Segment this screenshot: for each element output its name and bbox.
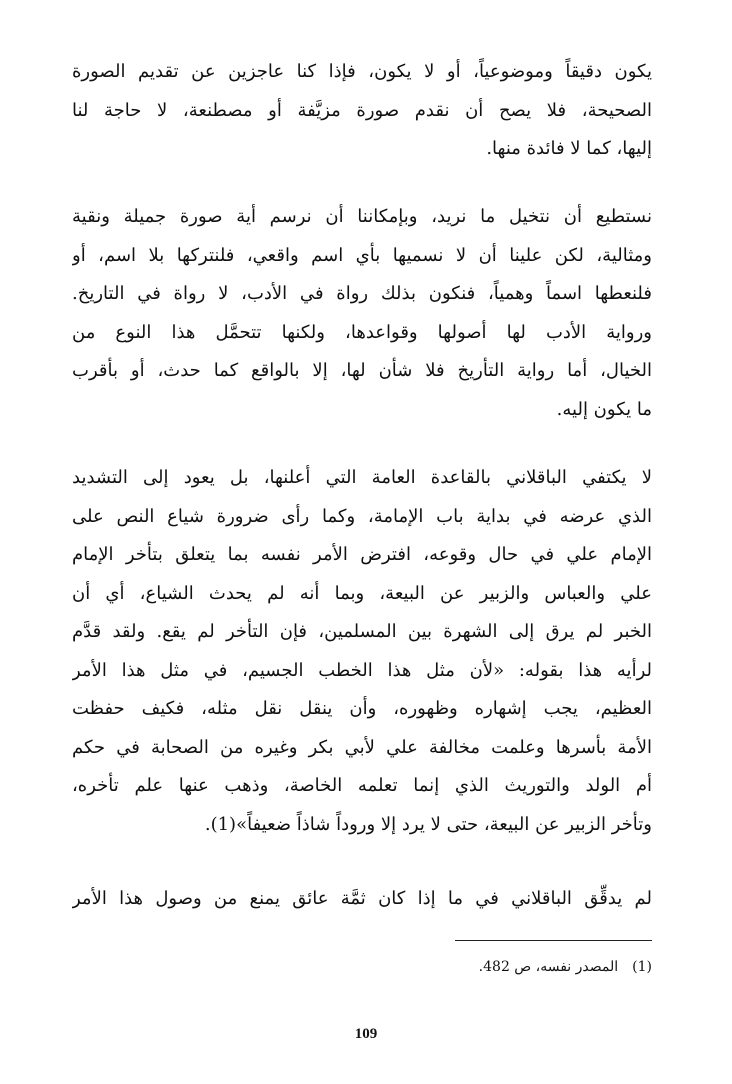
text-line: إليها، كما لا فائدة منها. bbox=[486, 138, 652, 159]
page-number: 109 bbox=[354, 1026, 378, 1042]
paragraph-2 bbox=[72, 198, 652, 429]
footnote-number: (1) bbox=[632, 959, 652, 975]
text-line: أم الولد والتوريث الذي إنما تعلمه الخاصة، وذهب عنها علم تأخره، bbox=[72, 775, 652, 796]
text-line: العظيم، يجب إشهاره وظهوره، وأن ينقل نقل مثله، فكيف حفظت bbox=[72, 698, 652, 719]
paragraph-1 bbox=[72, 53, 652, 169]
footnote-text: المصدر نفسه، ص 482. bbox=[478, 959, 619, 975]
text-line: فلنعطها اسماً وهمياً، فنكون بذلك رواة في الأدب، لا رواة في التاريخ. bbox=[72, 283, 652, 304]
text-line: ومثالية، لكن علينا أن لا نسميها بأي اسم واقعي، فلنتركها بلا اسم، أو bbox=[72, 244, 652, 266]
text-line: وتأخر الزبير عن البيعة، حتى لا يرد إلا وروداً شاذاً ضعيفاً»(1). bbox=[204, 813, 652, 835]
text-line: الإمام علي في حال وقوعه، افترض الأمر نفسه بما يتعلق بتأخر الإمام bbox=[72, 544, 652, 565]
text-line: نستطيع أن نتخيل ما نريد، وبإمكاننا أن نرسم أية صورة جميلة ونقية bbox=[72, 206, 652, 227]
footnote bbox=[479, 955, 652, 979]
text-line: الصحيحة، فلا يصح أن نقدم صورة مزيَّفة أو مصطنعة، لا حاجة لنا bbox=[72, 99, 652, 121]
paragraph-4 bbox=[72, 880, 652, 919]
text-line: الخيال، أما رواية التأريخ فلا شأن لها، إلا بالواقع كما حدث، أو بأقرب bbox=[72, 360, 652, 381]
text-line: لرأيه هذا بقوله: «لأن مثل هذا الخطب الجسيم، في مثل هذا الأمر bbox=[72, 659, 652, 681]
text-line: الأمة بأسرها وعلمت مخالفة علي لأبي بكر وغيره من الصحابة في حكم bbox=[72, 736, 652, 758]
text-line: ورواية الأدب لها أصولها وقواعدها، ولكنها تتحمَّل هذا النوع من bbox=[72, 321, 652, 343]
footnote-separator bbox=[455, 940, 652, 941]
paragraph-3 bbox=[72, 459, 652, 844]
text-line: لا يكتفي الباقلاني بالقاعدة العامة التي أعلنها، بل يعود إلى التشديد bbox=[72, 467, 652, 488]
text-line: الخبر لم يرق إلى الشهرة بين المسلمين، فإن التأخر لم يقع. ولقد قدَّم bbox=[72, 621, 652, 642]
text-line: ما يكون إليه. bbox=[556, 398, 652, 420]
text-line: الذي عرضه في بداية باب الإمامة، وكما رأى ضرورة شياع النص على bbox=[72, 505, 652, 527]
text-line: علي والعباس والزبير عن البيعة، وبما أنه لم يحدث الشياع، أي أن bbox=[72, 582, 652, 604]
text-line: لم يدقِّق الباقلاني في ما إذا كان ثمَّة عائق يمنع من وصول هذا الأمر bbox=[72, 888, 652, 909]
text-line: يكون دقيقاً وموضوعياً، أو لا يكون، فإذا كنا عاجزين عن تقديم الصورة bbox=[72, 61, 652, 82]
